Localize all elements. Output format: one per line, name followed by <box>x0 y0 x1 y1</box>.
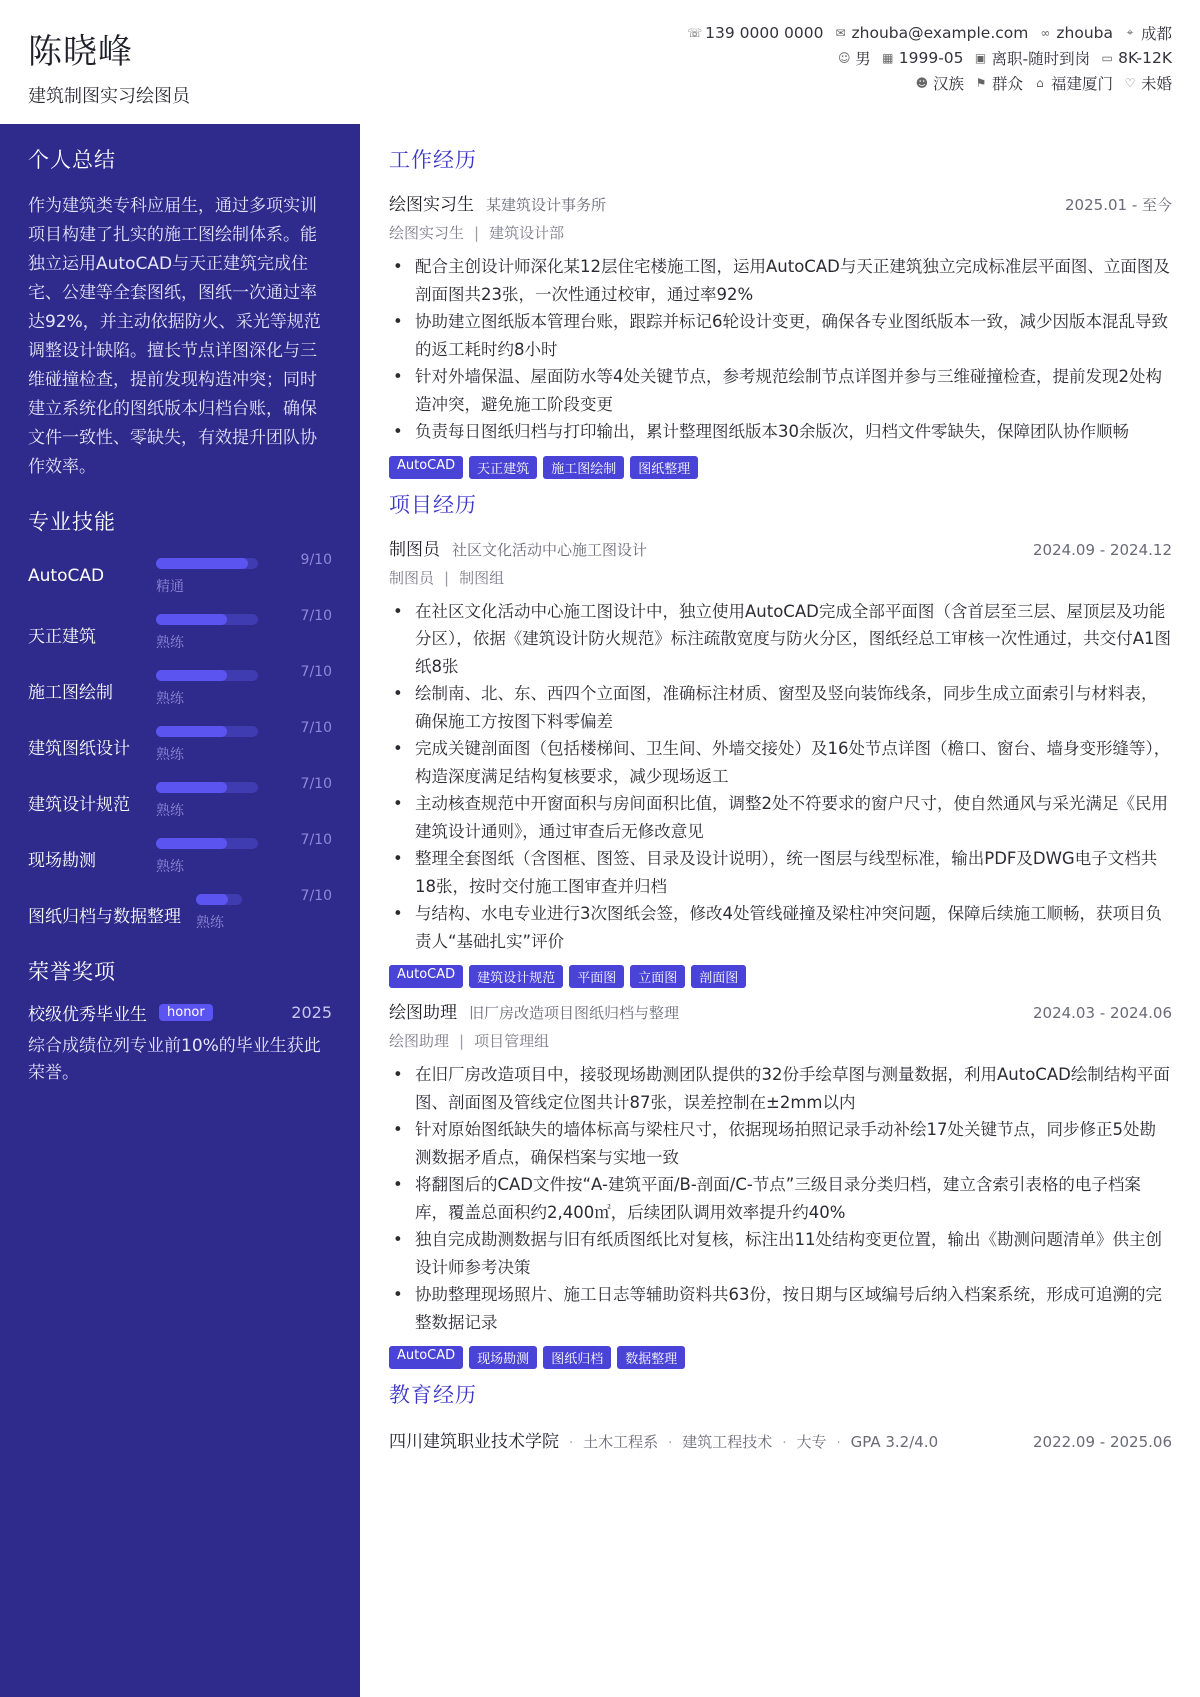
bullet-item: • 配合主创设计师深化某12层住宅楼施工图，运用AutoCAD与天正建筑独立完成标准层平面图、立面图及剖面图共23张，一次性通过校审，通过率92% <box>389 253 1172 308</box>
skill-name: 天正建筑 <box>28 627 96 647</box>
phone-item: ☏ 139 0000 0000 <box>687 23 824 42</box>
skills-list <box>28 554 332 946</box>
skill-bar-fill <box>156 726 227 737</box>
bullet-item: • 独自完成勘测数据与旧有纸质图纸比对复核，标注出11处结构变更位置，输出《勘测问题清单》供主创设计师参考决策 <box>389 1226 1172 1281</box>
skill-item <box>28 890 332 946</box>
work-heading: 工作经历 <box>389 148 477 172</box>
skill-name: 施工图绘制 <box>28 683 113 703</box>
project-heading: 项目经历 <box>389 492 477 517</box>
skill-score: 7/10 <box>300 832 332 848</box>
skill-score: 7/10 <box>300 888 332 904</box>
skill-tag: 立面图 <box>630 965 685 988</box>
bullet-item: • 针对外墙保温、屋面防水等4处关键节点，参考规范绘制节点详图并参与三维碰撞检查，提前发现2处构造冲突，避免施工阶段变更 <box>389 363 1172 418</box>
summary-heading: 个人总结 <box>28 148 116 172</box>
skill-bar-fill <box>156 670 227 681</box>
skill-score: 7/10 <box>300 608 332 624</box>
summary-text: 作为建筑类专科应届生，通过多项实训项目构建了扎实的施工图绘制体系。能独立运用AutoCAD与天正建筑完成住宅、公建等全套图纸，图纸一次通过率达92%，并主动依据防火、采光等规范调整设计缺陷。擅长节点详图深化与三维碰撞检查，提前发现构造冲突；同时建立系统化的图纸版本归档台账，确保文件一致性、零缺失，有效提升团队协作效率。 <box>28 196 321 477</box>
candidate-name: 陈晓峰 <box>28 32 133 72</box>
role-date: 2024.09 - 2024.12 <box>1032 540 1172 559</box>
bullet-item: • 针对原始图纸缺失的墙体标高与梁柱尺寸，依据现场拍照记录手动补绘17处关键节点，同步修正5处勘测数据矛盾点，确保档案与实地一致 <box>389 1116 1172 1171</box>
edu-degree: 大专 <box>796 1433 827 1451</box>
gender-item: ☺ 男 <box>837 49 871 68</box>
work-list <box>389 190 1172 479</box>
role-position: 制图员 <box>389 568 435 587</box>
edu-department: 土木工程系 <box>583 1433 659 1451</box>
location-icon: ⌖ <box>1126 25 1134 39</box>
role-row <box>389 998 1172 1023</box>
tag-list <box>389 965 1172 988</box>
role-subline <box>389 222 1172 243</box>
experience-item <box>389 998 1172 1369</box>
tag-list <box>389 1346 1172 1369</box>
bullet-item: • 绘制南、北、东、西四个立面图，准确标注材质、窗型及竖向装饰线条，同步生成立面索引与材料表，确保施工方按图下料零偏差 <box>389 680 1172 735</box>
project-section <box>389 489 1172 1370</box>
role-title: 制图员 <box>389 539 440 560</box>
bullet-list <box>389 598 1172 956</box>
skill-level: 熟练 <box>156 803 184 819</box>
skill-bar-track <box>156 558 258 569</box>
skills-heading: 专业技能 <box>28 510 116 534</box>
ethnicity-item: ☻ 汉族 <box>915 74 964 93</box>
bullet-list <box>389 253 1172 446</box>
experience-item <box>389 190 1172 479</box>
edu-date: 2022.09 - 2025.06 <box>1032 1433 1172 1451</box>
skill-bar-fill <box>156 782 227 793</box>
skill-tag: 剖面图 <box>691 965 746 988</box>
skill-bar-track <box>156 726 258 737</box>
location-item: ⌖ 成都 <box>1123 22 1172 44</box>
contact-info <box>687 22 1172 93</box>
school-name: 四川建筑职业技术学院 <box>389 1432 559 1452</box>
skill-score: 9/10 <box>300 552 332 568</box>
role-organization: 社区文化活动中心施工图设计 <box>452 540 648 559</box>
bullet-item: • 完成关键剖面图（包括楼梯间、卫生间、外墙交接处）及16处节点详图（檐口、窗台、墙身变形缝等），构造深度满足结构复核要求，减少现场返工 <box>389 735 1172 790</box>
contact-row-3 <box>915 72 1172 93</box>
skill-tag: 图纸归档 <box>543 1346 611 1369</box>
skill-bar-track <box>156 614 258 625</box>
skill-item <box>28 554 332 610</box>
skill-item <box>28 610 332 666</box>
role-subline <box>389 567 1172 588</box>
awards-heading: 荣誉奖项 <box>28 960 116 984</box>
role-position: 绘图实习生 <box>389 224 465 242</box>
skill-name: 图纸归档与数据整理 <box>28 907 181 927</box>
skill-score: 7/10 <box>300 776 332 792</box>
role-organization: 某建筑设计事务所 <box>486 196 607 214</box>
role-row <box>389 535 1172 560</box>
calendar-icon: ▦ <box>882 50 894 65</box>
skill-bar-fill <box>196 894 228 905</box>
skill-bar-fill <box>156 838 227 849</box>
skill-item <box>28 834 332 890</box>
status-item: ▣ 离职-随时到岗 <box>974 49 1091 68</box>
skill-name: 建筑设计规范 <box>28 795 130 815</box>
mail-icon: ✉ <box>835 25 846 40</box>
bullet-item: • 将翻图后的CAD文件按“A-建筑平面/B-剖面/C-节点”三级目录分类归档，建立含索引表格的电子档案库，覆盖总面积约2,400㎡，后续团队调用效率提升约40% <box>389 1171 1172 1226</box>
bullet-item: • 在社区文化活动中心施工图设计中，独立使用AutoCAD完成全部平面图（含首层至三层、屋顶层及功能分区），依据《建筑设计防火规范》标注疏散宽度与防火分区，图纸经总工审核一次性通过，共交付A1图纸8张 <box>389 598 1172 681</box>
role-subline <box>389 1030 1172 1051</box>
skill-bar-track <box>156 670 258 681</box>
edu-gpa: GPA 3.2/4.0 <box>850 1433 939 1451</box>
education-heading: 教育经历 <box>389 1383 477 1407</box>
skill-bar-fill <box>156 558 248 569</box>
bullet-item: • 负责每日图纸归档与打印输出，累计整理图纸版本30余版次，归档文件零缺失，保障团队协作顺畅 <box>389 418 1172 446</box>
role-position: 绘图助理 <box>389 1032 450 1050</box>
skill-bar-track <box>156 838 258 849</box>
money-icon: ▭ <box>1101 50 1113 65</box>
skill-level: 精通 <box>156 579 184 595</box>
role-department: 建筑设计部 <box>489 224 565 242</box>
briefcase-icon: ▣ <box>974 50 987 65</box>
skill-tag: 施工图绘制 <box>543 456 624 479</box>
separator: | <box>474 224 480 242</box>
role-title: 绘图助理 <box>389 1003 457 1023</box>
skill-bar-track <box>156 782 258 793</box>
skill-item <box>28 666 332 722</box>
role-title: 绘图实习生 <box>389 195 474 215</box>
bullet-list <box>389 1061 1172 1336</box>
experience-item <box>389 535 1172 989</box>
flag-icon: ⚑ <box>975 75 987 90</box>
skill-tag: AutoCAD <box>389 456 463 479</box>
job-title: 建筑制图实习绘图员 <box>28 86 190 107</box>
skill-bar-track <box>196 894 242 905</box>
work-section <box>389 124 1172 479</box>
skill-level: 熟练 <box>156 691 184 707</box>
skill-item <box>28 722 332 778</box>
role-organization: 旧厂房改造项目图纸归档与整理 <box>469 1004 680 1022</box>
skill-score: 7/10 <box>300 720 332 736</box>
skill-score: 7/10 <box>300 664 332 680</box>
sidebar <box>0 124 360 1697</box>
bullet-item: • 与结构、水电专业进行3次图纸会签，修改4处管线碰撞及梁柱冲突问题，保障后续施工顺畅，获项目负责人“基础扎实”评价 <box>389 900 1172 955</box>
skill-tag: 建筑设计规范 <box>469 965 563 988</box>
email-item: ✉ zhouba@example.com <box>835 23 1029 42</box>
skill-level: 熟练 <box>156 635 184 651</box>
bullet-item: • 整理全套图纸（含图框、图签、目录及设计说明），统一图层与线型标准，输出PDF及DWG电子文档共18张，按时交付施工图审查并归档 <box>389 845 1172 900</box>
resume-header <box>0 0 1200 124</box>
skill-name: 建筑图纸设计 <box>28 739 130 759</box>
person-icon: ☺ <box>837 50 851 65</box>
link-item: ∞ zhouba <box>1040 23 1113 42</box>
skill-level: 熟练 <box>156 747 184 763</box>
skill-tag: 图纸整理 <box>630 456 698 479</box>
bullet-item: • 主动核查规范中开窗面积与房间面积比值，调整2处不符要求的窗户尺寸，使自然通风与采光满足《民用建筑设计通则》，通过审查后无修改意见 <box>389 790 1172 845</box>
education-row: 四川建筑职业技术学院 · 土木工程系 · 建筑工程技术 · 大专 · GPA 3.2/4.0 2022.09 - 2025.06 <box>389 1427 1172 1452</box>
separator: | <box>459 1032 465 1050</box>
phone-icon: ☏ <box>687 25 703 40</box>
link-icon: ∞ <box>1040 25 1051 40</box>
marital-item: ♡ 未婚 <box>1124 74 1172 93</box>
skill-tag: AutoCAD <box>389 1346 463 1369</box>
contact-row-2 <box>837 47 1172 68</box>
role-date: 2024.03 - 2024.06 <box>1032 1004 1172 1022</box>
skill-tag: 平面图 <box>569 965 624 988</box>
skill-level: 熟练 <box>196 915 224 931</box>
role-department: 制图组 <box>459 568 505 587</box>
birth-item: ▦ 1999-05 <box>882 48 964 67</box>
role-department: 项目管理组 <box>474 1032 550 1050</box>
skill-name: 现场勘测 <box>28 851 96 871</box>
bullet-item: • 在旧厂房改造项目中，接驳现场勘测团队提供的32份手绘草图与测量数据，利用AutoCAD绘制结构平面图、剖面图及管线定位图共计87张，误差控制在±2mm以内 <box>389 1061 1172 1116</box>
role-date: 2025.01 - 至今 <box>1065 196 1172 214</box>
skill-tag: AutoCAD <box>389 965 463 988</box>
heart-icon: ♡ <box>1124 75 1136 90</box>
contact-row-1 <box>687 22 1172 43</box>
salary-item: ▭ 8K-12K <box>1101 48 1172 67</box>
bullet-item: • 协助建立图纸版本管理台账，跟踪并标记6轮设计变更，确保各专业图纸版本一致，减少因版本混乱导致的返工耗时约8小时 <box>389 308 1172 363</box>
role-row <box>389 190 1172 215</box>
main-content <box>389 124 1172 1452</box>
award-name: 校级优秀毕业生 <box>28 1005 147 1025</box>
tag-list <box>389 456 1172 479</box>
bullet-item: • 协助整理现场照片、施工日志等辅助资料共63份，按日期与区域编号后纳入档案系统，形成可追溯的完整数据记录 <box>389 1281 1172 1336</box>
home-icon: ⌂ <box>1036 75 1044 90</box>
hometown-item: ⌂ 福建厦门 <box>1033 72 1113 94</box>
skill-tag: 天正建筑 <box>469 456 537 479</box>
skill-item <box>28 778 332 834</box>
group-icon: ☻ <box>915 75 929 90</box>
skill-tag: 现场勘测 <box>469 1346 537 1369</box>
project-list <box>389 535 1172 1370</box>
award-description: 综合成绩位列专业前10%的毕业生获此荣誉。 <box>28 1036 321 1083</box>
separator: | <box>444 568 450 587</box>
education-section <box>389 1379 1172 1452</box>
skill-tag: 数据整理 <box>617 1346 685 1369</box>
skill-level: 熟练 <box>156 859 184 875</box>
award-year: 2025 <box>291 1003 332 1022</box>
political-item: ⚑ 群众 <box>975 74 1023 93</box>
edu-major: 建筑工程技术 <box>682 1433 773 1451</box>
award-row <box>28 1000 332 1025</box>
skill-bar-fill <box>156 614 227 625</box>
award-badge: honor <box>159 1004 213 1021</box>
skill-name: AutoCAD <box>28 566 105 586</box>
